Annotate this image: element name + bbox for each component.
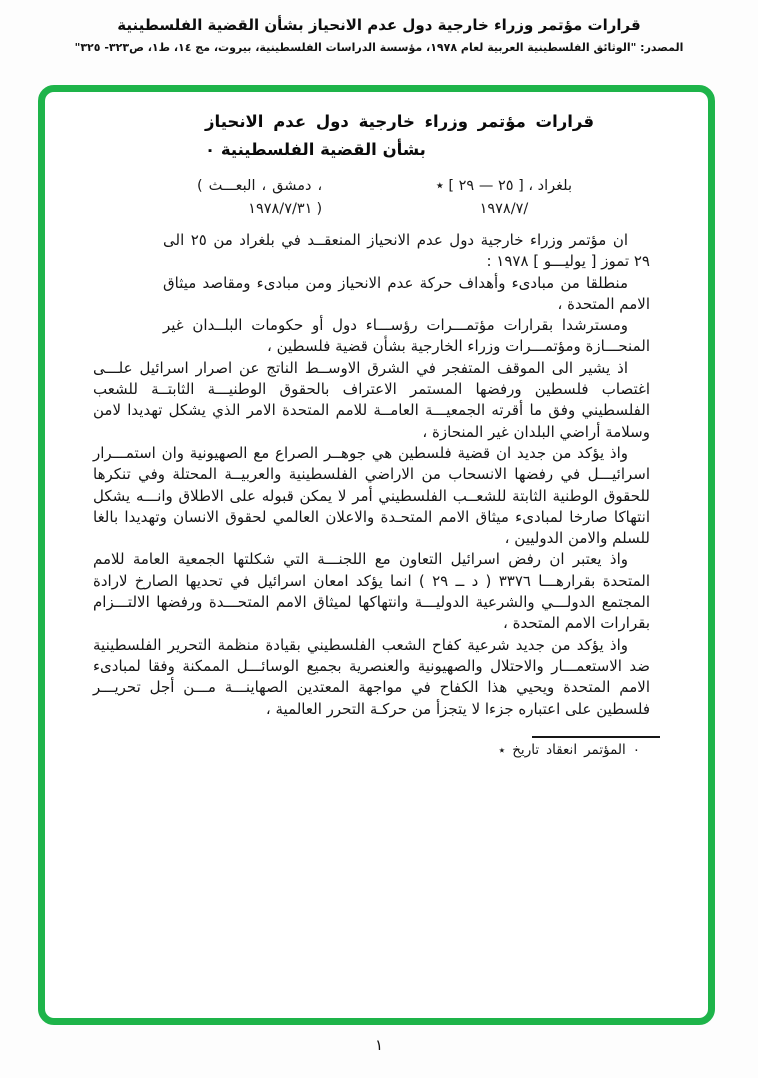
word: ٠ [632,741,640,758]
closing-paren: ) [316,201,323,217]
dateline-publication-date: ١٩٧٨/٧/٣١ [248,201,313,217]
green-highlight-frame [38,85,715,1025]
footnote-rule [532,736,660,738]
page-number: ١ [374,1036,384,1054]
word: ، [317,178,323,194]
dateline-venue-date: ١٩٧٨/٧/ [479,201,529,217]
document-title: قرارات مؤتمر وزراء خارجية دول عدم الانحياز بشأن القضية الفلسطينية ٠ [205,112,594,159]
word: دمشق [272,178,312,194]
paragraph: واذ يعتبر ان رفض اسرائيل التعاون مع اللجنـــة التي شكلتها الجمعية العامة للامم المتحدة بقرارهـــا ٣٣٧٦ ( د ــ ٢٩ ) انما يؤكد امعان اسرائيل في تحديها الصارخ لارادة المجتمع الدولـــي والشرعية الدوليـــة وانتهاكها لميثاق الامم المتحـــدة ورفضها الالتـــزام بقرارات الامم المتحدة ، [93,550,650,633]
paragraph: اذ يشير الى الموقف المتفجر في الشرق الاوســط الناتج عن اصرار اسرائيل علـــى اغتصاب فلسطين ورفضها المستمر الاعتراف بالحقوق الوطنيـــة الثابتــة للشعب الفلسطيني وفق ما أقرته الجمعيـــة العامــة للامم المتحدة الامر الذي يشكل تهديدا لامن وسلامة أراضي البلدان غير المنحازة ، [93,358,650,441]
dateline-publication-line2 [197,198,322,221]
page-header-source: المصدر: "الوثائق الفلسطينية العربية لعام ١٩٧٨، مؤسسة الدراسات الفلسطينية، بيروت، مج ١٤، ط١، ص٣٢٣- ٣٢٥" [74,41,684,54]
document-body [93,230,650,720]
word: تاريخ [512,741,540,758]
paragraph: ومسترشدا بقرارات مؤتمـــرات رؤســـاء دول أو حكومات البلــدان غير المنحـــازة ومؤتمـــرات وزراء الخارجية بشأن قضية فلسطين ، [163,316,650,356]
dateline-publication-line1 [197,175,322,198]
word: ٭ [498,742,506,757]
paragraph: منطلقا من مبادىء وأهداف حركة عدم الانحياز ومن مبادىء ومقاصد ميثاق الامم المتحدة ، [163,273,650,313]
paragraph: ان مؤتمر وزراء خارجية دول عدم الانحياز المنعقــد في بلغراد من ٢٥ الى ٢٩ تموز [ يوليـــو ] ١٩٧٨ : [163,231,650,271]
word: انعقاد [546,741,578,758]
word: ، [261,178,267,194]
preamble-block [163,230,650,358]
main-block [93,358,650,720]
paragraph: واذ يؤكد من جديد ان قضية فلسطين هي جوهــر الصراع مع الصهيونية وان استمـــرار اسرائيـــل في رفضها الانسحاب من الاراضي الفلسطينية والعربيــة المحتلة وفي تنكرها للحقوق الوطنية الثابتة للشعــب الفلسطيني أمر لا يمكن قبوله على الاطلاق وانـــه يشكل انتهاكا صارخا لمبادىء ميثاق الامم المتحـدة والاعلان العالمي لحقوق الانسان وتهديدا بالغا للسلم والامن الدوليين ، [93,443,650,548]
paragraph: واذ يؤكد من جديد شرعية كفاح الشعب الفلسطيني بقيادة منظمة التحرير الفلسطينية ضد الاستعمـــار والاحتلال والصهيونية والعنصرية بجميع الوسائـــل الممكنة وفقا لمبادىء الامم المتحدة ويحيي هذا الكفاح في مواجهة المعتدين الصهاينـــة مـــن أجل تحريـــر فلسطين على اعتباره جزءا لا يتجزأ من حركـة التحرر العالمية ، [93,635,650,718]
dateline-venue [436,175,572,221]
page-header-title: قرارات مؤتمر وزراء خارجية دول عدم الانحياز بشأن القضية الفلسطينية [117,16,641,34]
dateline-publication [197,175,322,221]
word: البعـــث [208,178,256,194]
dateline-venue-line1: بلغراد ، [ ٢٥ — ٢٩ ] ٭ [435,178,572,194]
dateline [197,175,572,221]
word: ( [197,178,203,194]
word: المؤتمر [584,741,626,758]
footnote [93,742,640,758]
dateline-venue-line2 [436,198,572,221]
